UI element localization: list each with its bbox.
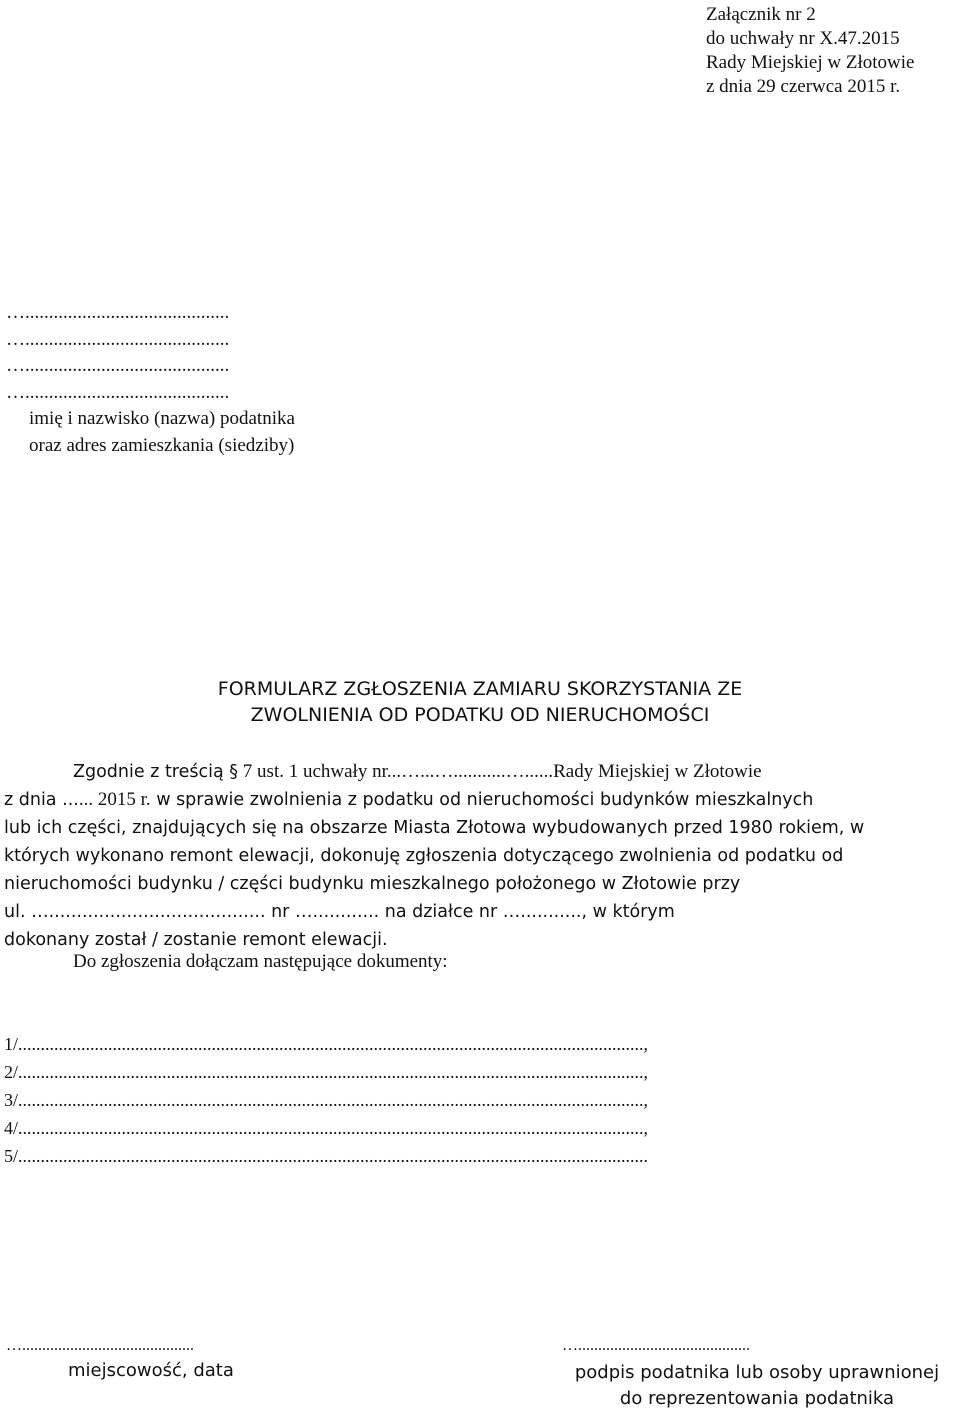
attachment-item-2[interactable]: 2/..........................................................................................................................................., (4, 1062, 649, 1082)
place-date-field[interactable]: …........................................... (6, 1337, 194, 1354)
taxpayer-line-2[interactable]: …........................................... (6, 328, 230, 350)
taxpayer-line-1[interactable]: …........................................... (6, 302, 230, 323)
form-title-line-2: ZWOLNIENIA OD PODATKU OD NIERUCHOMOŚCI (250, 704, 710, 726)
declaration-line-4: których wykonano remont elewacji, dokonuję zgłoszenia dotyczącego zwolnienia od podatku od (4, 846, 844, 866)
taxpayer-line-3[interactable]: …........................................... (6, 355, 230, 376)
date-prefix: z dnia (4, 790, 57, 810)
resolution-number-field[interactable]: ...…...…...........…......Rady Miejskiej w Złotowie (386, 761, 762, 782)
signature-label-line-1: podpis podatnika lub osoby uprawnionej (574, 1362, 940, 1383)
attachment-header (706, 3, 914, 99)
resolution-date: z dnia 29 czerwca 2015 r. (706, 76, 901, 97)
attachments-heading: Do zgłoszenia dołączam następujące dokumenty: (73, 951, 448, 972)
declaration-intro: Zgodnie z treścią (73, 762, 224, 782)
form-title (0, 676, 960, 728)
declaration-line-6[interactable]: ul. …....................................... nr …............ na działce nr …..........., w którym (4, 902, 675, 922)
paragraph-reference: 7 ust. 1 uchwały nr (238, 761, 387, 782)
attachment-item-1[interactable]: 1/..........................................................................................................................................., (4, 1034, 649, 1054)
declaration-line-7: dokonany został / zostanie remont elewacji. (4, 930, 388, 950)
attachment-item-3[interactable]: 3/..........................................................................................................................................., (4, 1090, 649, 1110)
resolution-number: do uchwały nr X.47.2015 (706, 28, 900, 49)
section-sign-icon: § (229, 762, 239, 782)
declaration-line-2 (4, 786, 956, 814)
attachment-item-4[interactable]: 4/..........................................................................................................................................., (4, 1118, 649, 1138)
attachment-item-5[interactable]: 5/............................................................................................................................................ (4, 1146, 649, 1166)
declaration-line-5: nieruchomości budynku / części budynku mieszkalnego położonego w Złotowie przy (4, 874, 741, 894)
council-name: Rady Miejskiej w Złotowie (706, 52, 915, 73)
attachment-number: Załącznik nr 2 (706, 4, 816, 25)
place-date-label: miejscowość, data (68, 1360, 234, 1381)
form-title-line-1: FORMULARZ ZGŁOSZENIA ZAMIARU SKORZYSTANIA ZE (217, 678, 743, 700)
taxpayer-line-4[interactable]: …........................................... (6, 381, 230, 403)
date-field[interactable]: ... (62, 790, 79, 810)
attachments-list (4, 1030, 954, 1170)
signature-label (540, 1360, 960, 1412)
taxpayer-label-1: imię i nazwisko (nazwa) podatnika (29, 408, 295, 429)
declaration-subject: w sprawie zwolnienia z podatku od nieruchomości budynków mieszkalnych (156, 790, 814, 810)
declaration-paragraph (4, 758, 956, 954)
declaration-line-3: lub ich części, znajdujących się na obszarze Miasta Złotowa wybudowanych przed 1980 rokiem, w (4, 818, 865, 838)
signature-label-line-2: do reprezentowania podatnika (619, 1388, 895, 1409)
date-year: ... 2015 r. (78, 789, 151, 810)
taxpayer-label-2: oraz adres zamieszkania (siedziby) (29, 434, 295, 456)
declaration-line-1 (4, 758, 956, 786)
signature-field[interactable]: …........................................... (562, 1337, 750, 1354)
taxpayer-block (6, 300, 295, 459)
